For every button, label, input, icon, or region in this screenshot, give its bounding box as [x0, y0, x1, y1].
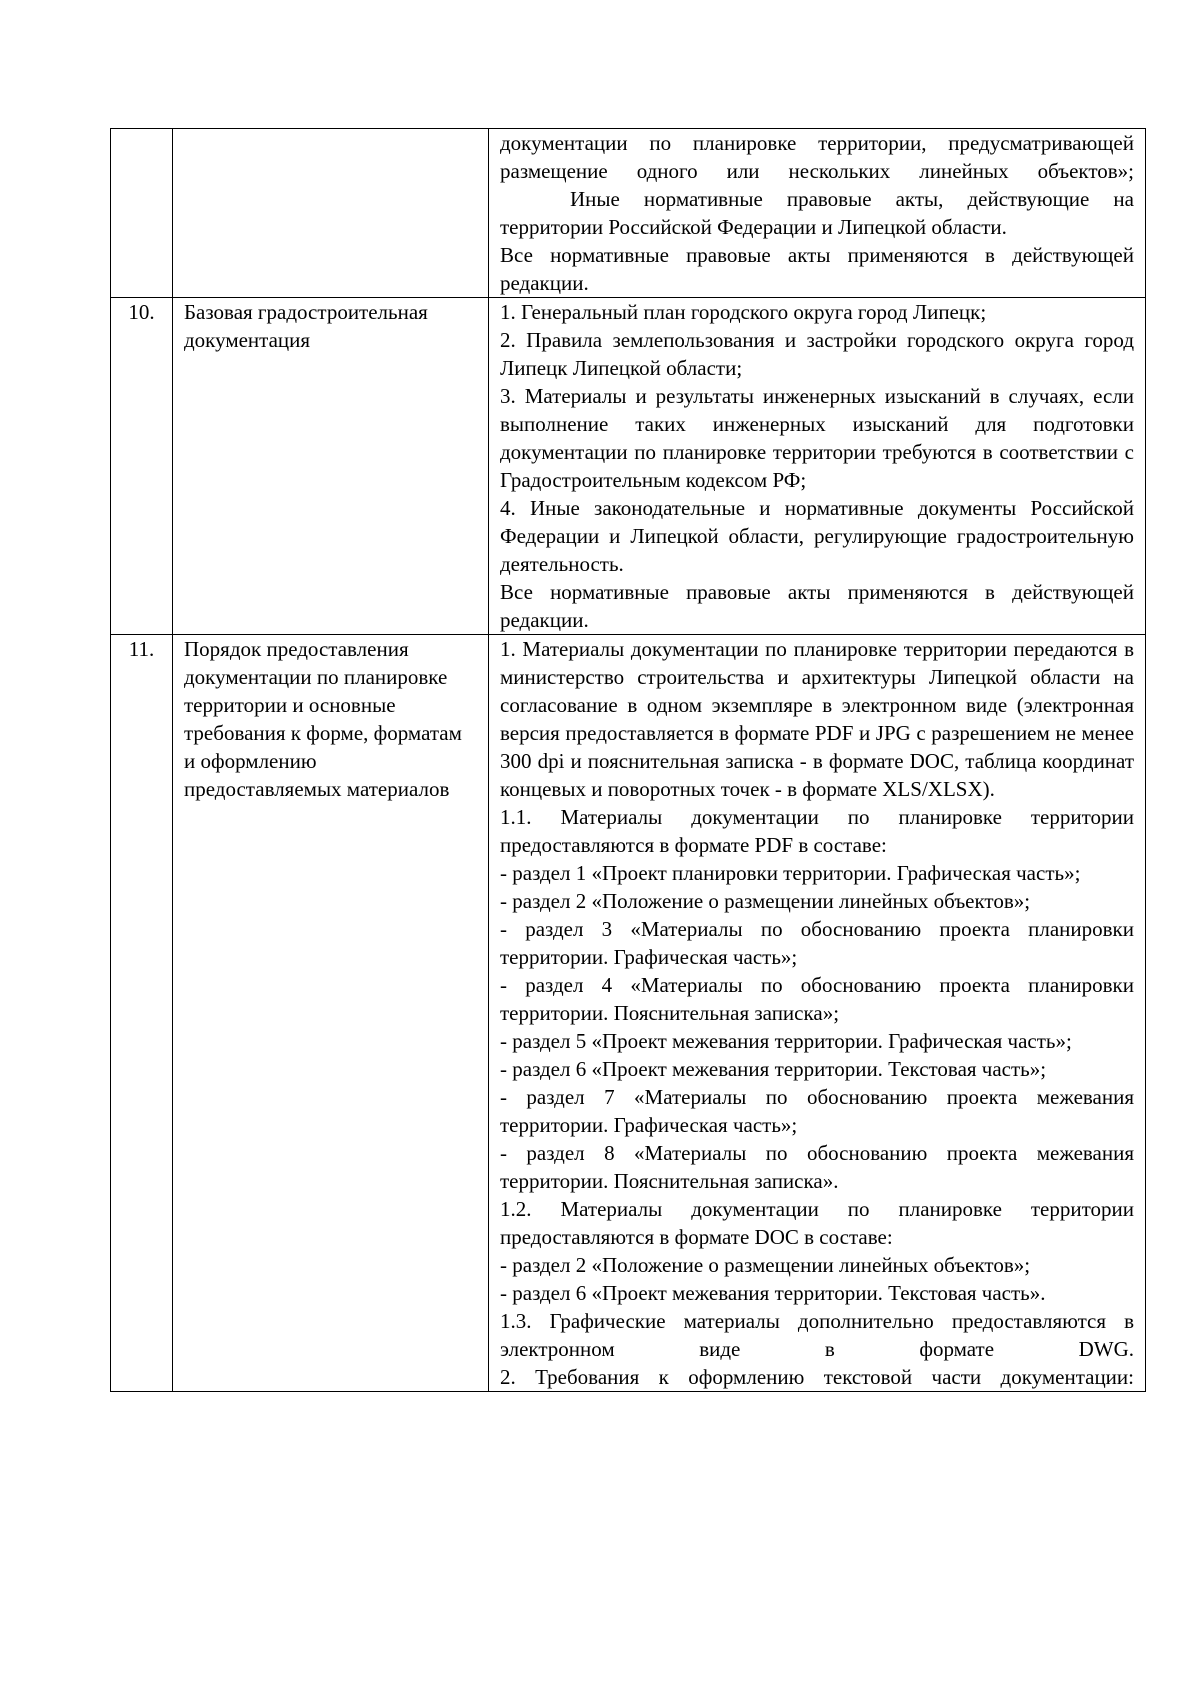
- row-title-cell: [173, 129, 489, 298]
- table-row: [111, 129, 1146, 298]
- paragraph: 3. Материалы и результаты инженерных изысканий в случаях, если выполнение таких инженерных изысканий для подготовки документации по планировке территории требуются в соответствии с Градостроительным кодексом РФ;: [500, 384, 1134, 492]
- paragraph: 1. Генеральный план городского округа город Липецк;: [500, 300, 987, 324]
- paragraph: Иные нормативные правовые акты, действующие на территории Российской Федерации и Липецкой области.: [500, 187, 1134, 239]
- row-number-cell: [111, 129, 173, 298]
- paragraph: - раздел 5 «Проект межевания территории. Графическая часть»;: [500, 1029, 1072, 1053]
- paragraph: - раздел 2 «Положение о размещении линейных объектов»;: [500, 1253, 1031, 1277]
- row-title-cell: Порядок предоставления документации по планировке территории и основные требования к форме, форматам и оформлению предоставляемых материалов: [173, 635, 489, 1392]
- paragraph: - раздел 6 «Проект межевания территории. Текстовая часть»;: [500, 1057, 1047, 1081]
- row-content-cell: [489, 635, 1146, 1392]
- paragraph: 2. Правила землепользования и застройки городского округа город Липецк Липецкой области;: [500, 328, 1134, 380]
- paragraph: - раздел 8 «Материалы по обоснованию проекта межевания территории. Пояснительная записка».: [500, 1141, 1134, 1193]
- paragraph: - раздел 7 «Материалы по обоснованию проекта межевания территории. Графическая часть»;: [500, 1085, 1134, 1137]
- paragraph: Все нормативные правовые акты применяются в действующей редакции.: [500, 580, 1134, 632]
- paragraph: 2. Требования к оформлению текстовой части документации:: [500, 1365, 1134, 1389]
- row-content-cell: [489, 129, 1146, 298]
- paragraph: - раздел 1 «Проект планировки территории. Графическая часть»;: [500, 861, 1081, 885]
- paragraph: - раздел 2 «Положение о размещении линейных объектов»;: [500, 889, 1031, 913]
- paragraph: Все нормативные правовые акты применяются в действующей редакции.: [500, 243, 1134, 295]
- paragraph: - раздел 6 «Проект межевания территории. Текстовая часть».: [500, 1281, 1046, 1305]
- table-row: [111, 298, 1146, 635]
- row-title-cell: Базовая градостроительная документация: [173, 298, 489, 635]
- paragraph: 1.1. Материалы документации по планировке территории предоставляются в формате PDF в составе:: [500, 805, 1134, 857]
- row-number-cell: 10.: [111, 298, 173, 635]
- paragraph: 1.2. Материалы документации по планировке территории предоставляются в формате DOC в составе:: [500, 1197, 1134, 1249]
- table-row: [111, 635, 1146, 1392]
- paragraph: - раздел 3 «Материалы по обоснованию проекта планировки территории. Графическая часть»;: [500, 917, 1134, 969]
- paragraph: 4. Иные законодательные и нормативные документы Российской Федерации и Липецкой области, регулирующие градостроительную деятельность.: [500, 496, 1134, 576]
- paragraph: 1. Материалы документации по планировке территории передаются в министерство строительства и архитектуры Липецкой области на согласование в одном экземпляре в электронном виде (электронная версия предоставляется в формате PDF и JPG с разрешением не менее 300 dpi и пояснительная записка - в формате DOC, таблица координат концевых и поворотных точек - в формате XLS/XLSX).: [500, 637, 1134, 801]
- row-content-cell: [489, 298, 1146, 635]
- paragraph: 1.3. Графические материалы дополнительно предоставляются в электронном виде в формате DWG.: [500, 1309, 1134, 1361]
- paragraph: документации по планировке территории, предусматривающей размещение одного или нескольких линейных объектов»;: [500, 131, 1134, 183]
- row-number-cell: 11.: [111, 635, 173, 1392]
- paragraph: - раздел 4 «Материалы по обоснованию проекта планировки территории. Пояснительная записка»;: [500, 973, 1134, 1025]
- requirements-table: [110, 128, 1146, 1392]
